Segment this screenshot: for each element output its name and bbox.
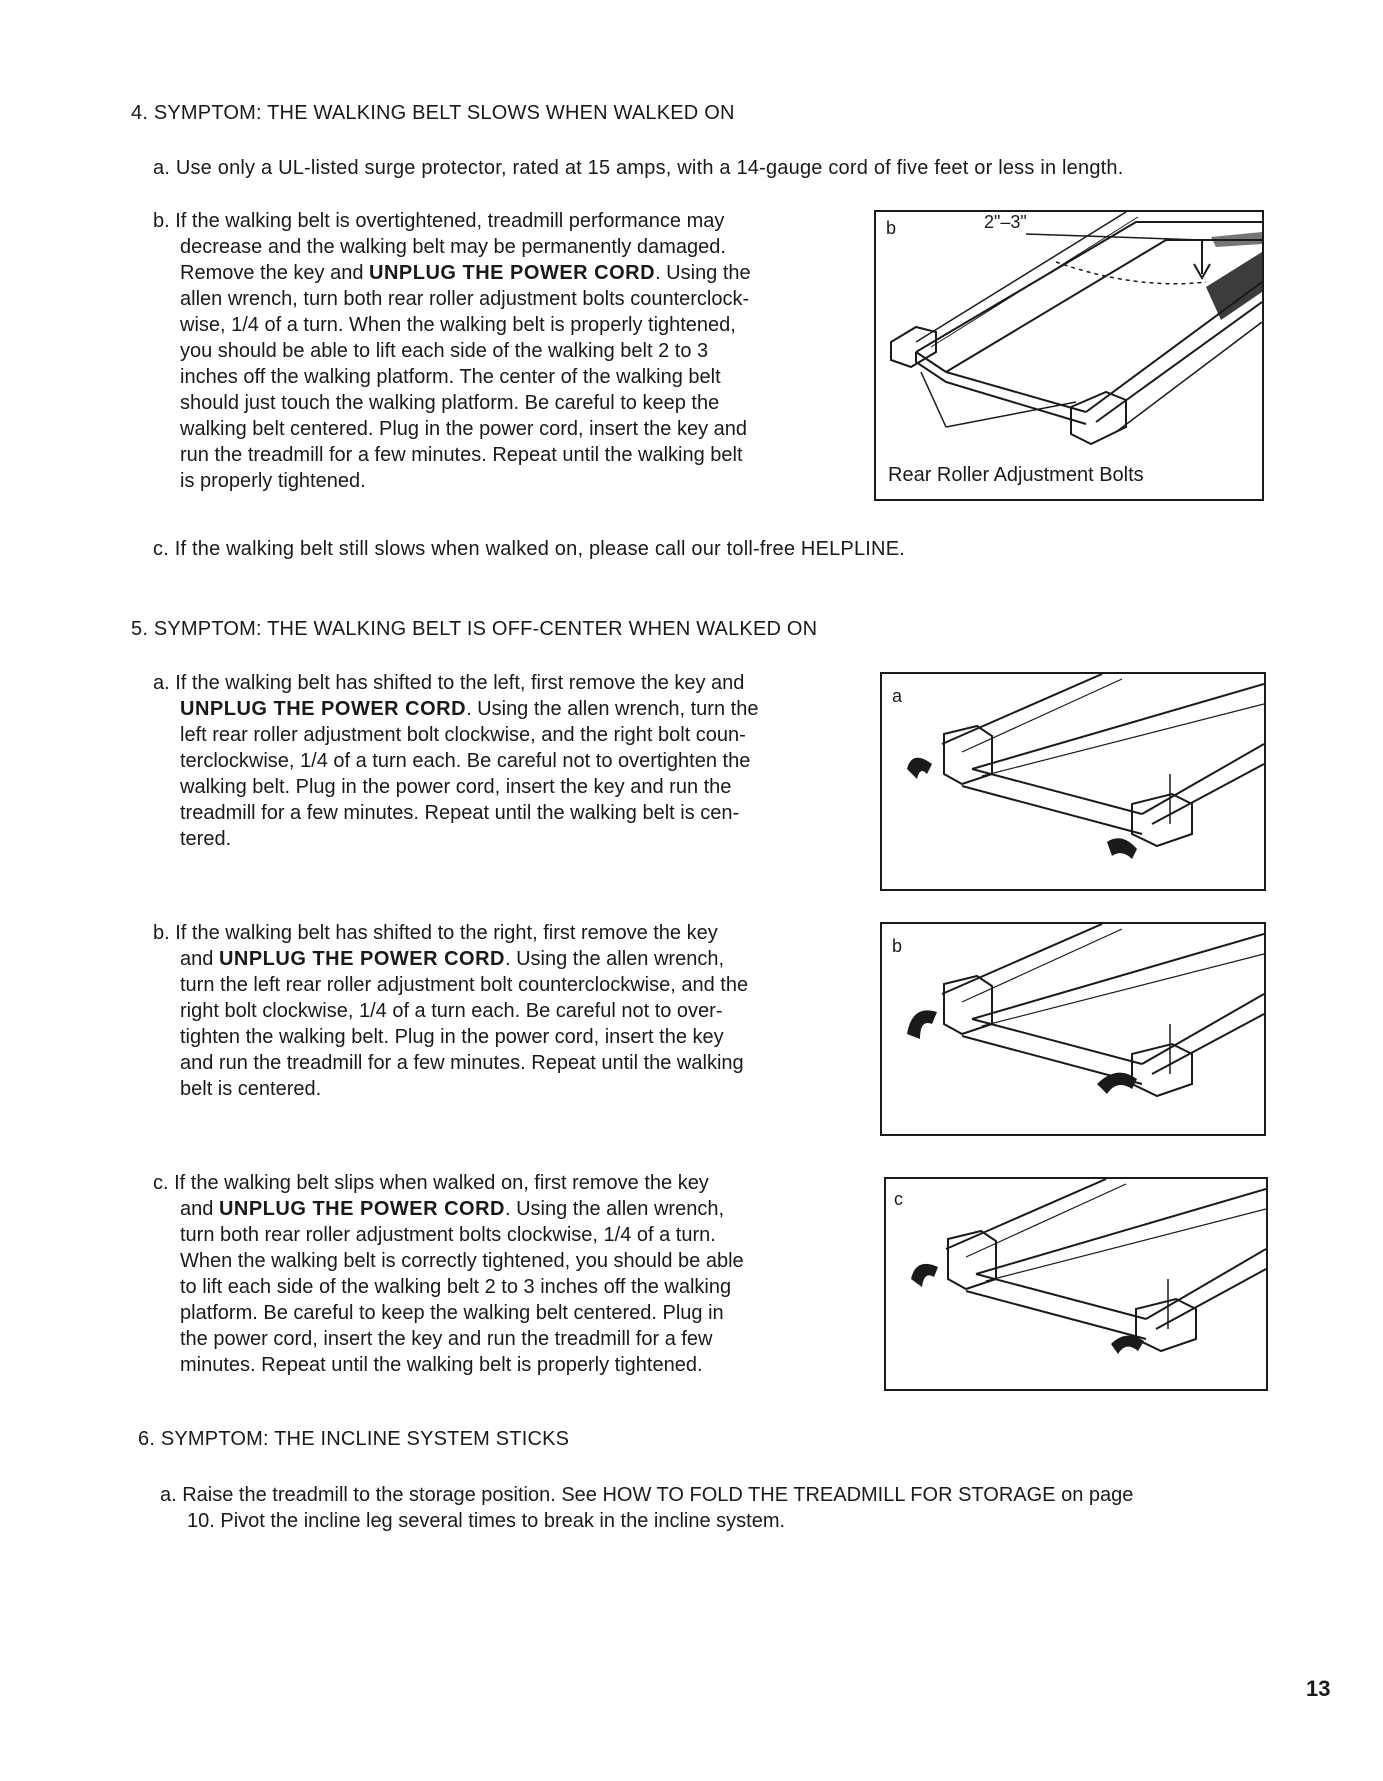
text-line: right bolt clockwise, 1/4 of a turn each. Be careful not to over- (180, 1000, 723, 1022)
text-line: you should be able to lift each side of the walking belt 2 to 3 (180, 340, 709, 362)
figure-letter: b (886, 218, 897, 238)
text-line: decrease and the walking belt may be permanently damaged. (180, 236, 726, 258)
text-line: platform. Be careful to keep the walking belt centered. Plug in (180, 1302, 724, 1324)
section-4-heading: 4. SYMPTOM: THE WALKING BELT SLOWS WHEN WALKED ON (131, 102, 735, 124)
text-line: run the treadmill for a few minutes. Repeat until the walking belt (180, 444, 743, 466)
text-span: . Using the allen wrench, (505, 1198, 725, 1220)
text-span: . Using the allen wrench, turn the (466, 698, 759, 720)
text-line: left rear roller adjustment bolt clockwise, and the right bolt coun- (180, 724, 746, 746)
section-4-item-a: a. Use only a UL-listed surge protector, rated at 15 amps, with a 14-gauge cord of five feet or less in length. (153, 157, 1124, 179)
text-line (180, 698, 758, 721)
text-line: b. If the walking belt is overtightened, treadmill performance may (153, 210, 725, 232)
text-line: walking belt centered. Plug in the power cord, insert the key and (180, 418, 747, 440)
page-number: 13 (1306, 1676, 1331, 1701)
text-line: c. If the walking belt slips when walked on, first remove the key (153, 1172, 709, 1194)
section-5-item-a (153, 672, 833, 862)
figure-letter: a (892, 686, 903, 706)
figure-shift-right (880, 922, 1266, 1136)
treadmill-rear-illustration (882, 674, 1264, 889)
text-line: turn both rear roller adjustment bolts clockwise, 1/4 of a turn. (180, 1224, 716, 1246)
text-line: inches off the walking platform. The center of the walking belt (180, 366, 721, 388)
text-line: tighten the walking belt. Plug in the power cord, insert the key (180, 1026, 724, 1048)
section-4-item-c: c. If the walking belt still slows when walked on, please call our toll-free HELPLINE. (153, 538, 905, 560)
unplug-warning: UNPLUG THE POWER CORD (218, 948, 505, 970)
text-line: should just touch the walking platform. Be careful to keep the (180, 392, 720, 414)
figure-caption: Rear Roller Adjustment Bolts (888, 464, 1144, 486)
text-line: When the walking belt is correctly tightened, you should be able (180, 1250, 744, 1272)
text-line (180, 1198, 724, 1221)
text-line: a. Raise the treadmill to the storage position. See HOW TO FOLD THE TREADMILL FOR STORAGE on page (160, 1484, 1134, 1506)
unplug-warning: UNPLUG THE POWER CORD (180, 698, 467, 720)
text-line: the power cord, insert the key and run the treadmill for a few (180, 1328, 713, 1350)
treadmill-rear-illustration (876, 212, 1262, 499)
figure-shift-left (880, 672, 1266, 891)
text-line: terclockwise, 1/4 of a turn each. Be careful not to overtighten the (180, 750, 751, 772)
text-line: and run the treadmill for a few minutes. Repeat until the walking (180, 1052, 744, 1074)
section-5-item-b (153, 922, 833, 1112)
unplug-warning: UNPLUG THE POWER CORD (218, 1198, 505, 1220)
text-line: walking belt. Plug in the power cord, insert the key and run the (180, 776, 732, 798)
figure-belt-slips (884, 1177, 1268, 1391)
section-6-heading: 6. SYMPTOM: THE INCLINE SYSTEM STICKS (138, 1428, 570, 1450)
text-line: is properly tightened. (180, 470, 366, 492)
text-line: treadmill for a few minutes. Repeat until the walking belt is cen- (180, 802, 740, 824)
section-5-item-c (153, 1172, 833, 1382)
text-line: turn the left rear roller adjustment bolt counterclockwise, and the (180, 974, 749, 996)
text-line: a. If the walking belt has shifted to the left, first remove the key and (153, 672, 745, 694)
section-6-item-a (160, 1484, 1280, 1544)
figure-letter: b (892, 936, 903, 956)
text-span: and (180, 1198, 219, 1220)
text-line: tered. (180, 828, 232, 850)
text-span: . Using the (655, 262, 751, 284)
unplug-warning: UNPLUG THE POWER CORD (369, 262, 656, 284)
text-line: allen wrench, turn both rear roller adjustment bolts counterclock- (180, 288, 750, 310)
text-line: to lift each side of the walking belt 2 to 3 inches off the walking (180, 1276, 732, 1298)
figure-belt-tension (874, 210, 1264, 501)
text-line: b. If the walking belt has shifted to the right, first remove the key (153, 922, 718, 944)
text-span: Remove the key and (180, 262, 369, 284)
text-line: wise, 1/4 of a turn. When the walking belt is properly tightened, (180, 314, 736, 336)
text-line: 10. Pivot the incline leg several times to break in the incline system. (187, 1510, 786, 1532)
text-line (180, 262, 751, 285)
treadmill-rear-illustration (882, 924, 1264, 1134)
section-5-heading: 5. SYMPTOM: THE WALKING BELT IS OFF-CENTER WHEN WALKED ON (131, 618, 818, 640)
text-line (180, 948, 724, 971)
treadmill-rear-illustration (886, 1179, 1266, 1389)
dimension-label: 2"–3" (984, 212, 1027, 232)
section-4-item-b (153, 210, 833, 510)
figure-letter: c (894, 1189, 903, 1209)
text-span: . Using the allen wrench, (505, 948, 725, 970)
text-line: minutes. Repeat until the walking belt is properly tightened. (180, 1354, 703, 1376)
text-line: belt is centered. (180, 1078, 322, 1100)
text-span: and (180, 948, 219, 970)
